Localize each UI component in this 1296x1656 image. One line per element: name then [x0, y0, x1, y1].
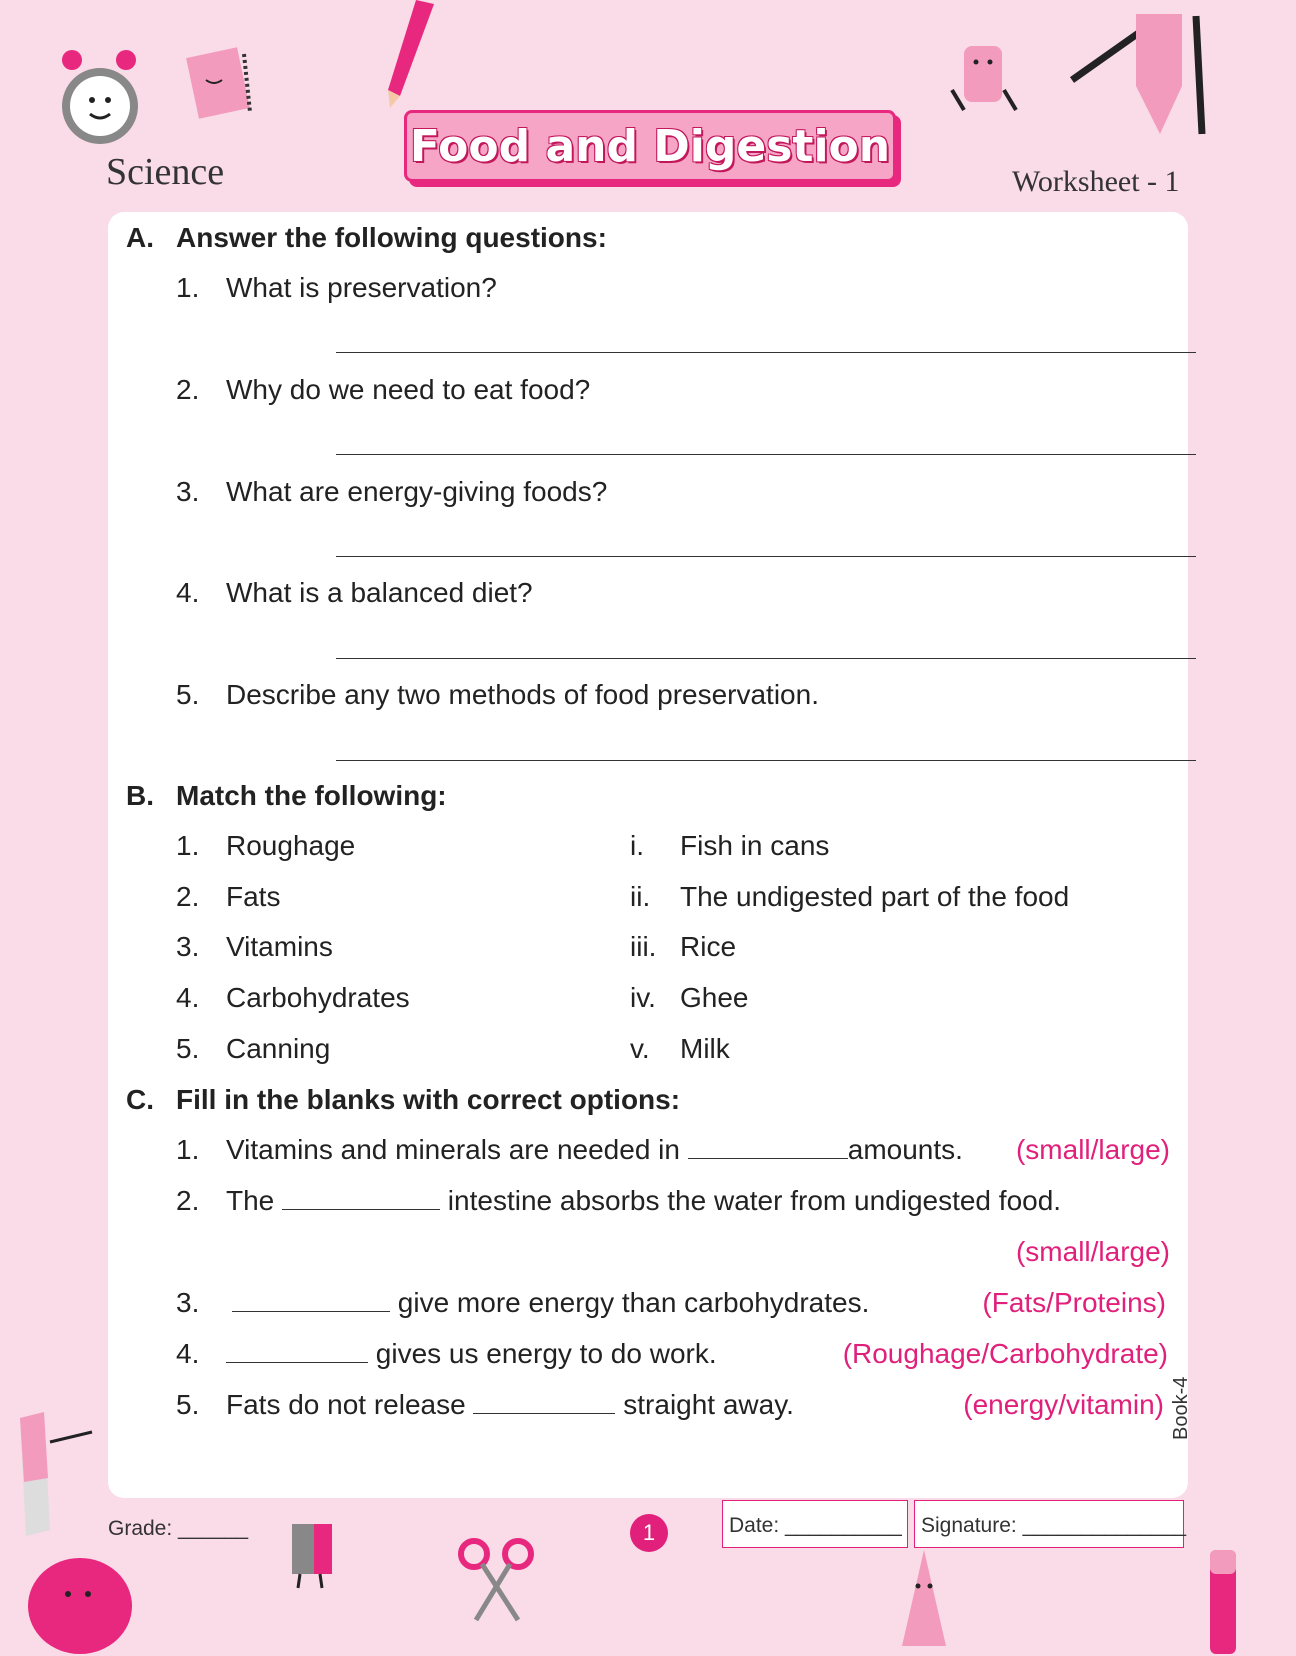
pen-character-icon — [1188, 1540, 1258, 1656]
question-text: What is preservation? — [226, 272, 497, 303]
sentence — [232, 1287, 869, 1319]
question-number: 3. — [176, 476, 200, 507]
notepad-icon — [180, 46, 260, 126]
worksheet-panel — [108, 212, 1188, 1498]
sentence-end: amounts. — [847, 1134, 963, 1165]
pencil-character-icon — [884, 1546, 964, 1656]
date-field: Date: __________ — [729, 1514, 902, 1537]
item-text: Canning — [226, 1033, 331, 1064]
sentence-end: give more energy than carbohydrates. — [390, 1287, 870, 1318]
eraser-icon — [944, 40, 1024, 120]
question-text: Describe any two methods of food preservation. — [226, 679, 819, 710]
item-number: 2. — [176, 881, 200, 912]
item-number: ii. — [630, 881, 651, 912]
options-hint: (small/large) — [1015, 1236, 1170, 1267]
section-title: Answer the following questions: — [176, 222, 607, 253]
options-hint: (small/large) — [1015, 1134, 1170, 1165]
alarm-clock-icon — [56, 46, 146, 156]
item-text: Milk — [680, 1033, 730, 1064]
item-number: i. — [630, 830, 644, 861]
page-title: Food and Digestion — [409, 120, 891, 172]
sentence-start: Vitamins and minerals are needed in — [226, 1134, 688, 1165]
options-hint: (energy/vitamin) — [963, 1389, 1164, 1420]
options-hint: (Roughage/Carbohydrate) — [842, 1338, 1168, 1369]
section-letter: B. — [126, 780, 154, 811]
ruler-icon — [10, 1408, 100, 1538]
item-number: 1. — [176, 1134, 200, 1165]
answer-blank[interactable] — [282, 1185, 440, 1210]
answer-line[interactable] — [336, 760, 1196, 761]
answer-line[interactable] — [336, 352, 1196, 353]
question-text: What is a balanced diet? — [226, 577, 533, 608]
sentence — [226, 1338, 717, 1370]
item-text: Roughage — [226, 830, 356, 861]
sentence-start: Fats do not release — [226, 1389, 474, 1420]
scissors-icon — [456, 1536, 538, 1626]
item-number: 4. — [176, 982, 200, 1013]
book-label: Book-4 — [1170, 1376, 1192, 1440]
item-text: Ghee — [680, 982, 749, 1013]
item-number: 1. — [176, 830, 200, 861]
item-number: 3. — [176, 1287, 200, 1318]
grade-field[interactable]: Grade: ______ — [108, 1517, 249, 1540]
answer-blank[interactable] — [688, 1134, 848, 1159]
answer-blank[interactable] — [473, 1389, 615, 1414]
answer-line[interactable] — [336, 658, 1196, 659]
item-text: Fats — [226, 881, 281, 912]
section-letter: A. — [126, 222, 154, 253]
item-number: v. — [630, 1033, 650, 1064]
sentence — [226, 1134, 963, 1166]
item-number: 5. — [176, 1389, 200, 1420]
title-banner — [404, 110, 896, 182]
subject-label: Science — [106, 151, 225, 193]
sharpener-icon — [284, 1520, 344, 1590]
page-number-badge: 1 — [630, 1514, 668, 1552]
answer-line[interactable] — [336, 454, 1196, 455]
item-number: 5. — [176, 1033, 200, 1064]
item-text: Vitamins — [226, 931, 333, 962]
item-number: 2. — [176, 1185, 200, 1216]
item-text: Carbohydrates — [226, 982, 410, 1013]
sentence — [226, 1185, 1061, 1217]
pencil-icon — [378, 0, 438, 110]
section-title: Match the following: — [176, 780, 447, 811]
sentence-end: straight away. — [615, 1389, 794, 1420]
section-title: Fill in the blanks with correct options: — [176, 1084, 681, 1115]
question-number: 5. — [176, 679, 200, 710]
question-text: Why do we need to eat food? — [226, 374, 591, 405]
signature-box[interactable] — [914, 1500, 1187, 1548]
sentence-end: gives us energy to do work. — [368, 1338, 717, 1369]
item-text: Fish in cans — [680, 830, 830, 861]
crayon-icon — [1066, 6, 1206, 136]
item-text: The undigested part of the food — [680, 881, 1070, 912]
question-number: 2. — [176, 374, 200, 405]
sentence — [226, 1389, 794, 1421]
item-number: iii. — [630, 931, 657, 962]
question-text: What are energy-giving foods? — [226, 476, 608, 507]
signature-field: Signature: ______________ — [921, 1514, 1187, 1537]
section-letter: C. — [126, 1084, 154, 1115]
item-number: 4. — [176, 1338, 200, 1369]
date-box[interactable] — [722, 1500, 908, 1548]
item-text: Rice — [680, 931, 737, 962]
answer-blank[interactable] — [232, 1287, 390, 1312]
item-number: iv. — [630, 982, 656, 1013]
item-number: 3. — [176, 931, 200, 962]
answer-line[interactable] — [336, 556, 1196, 557]
options-hint: (Fats/Proteins) — [982, 1287, 1166, 1318]
question-number: 1. — [176, 272, 200, 303]
sentence-start: The — [226, 1185, 283, 1216]
question-number: 4. — [176, 577, 200, 608]
answer-blank[interactable] — [226, 1338, 368, 1363]
sentence-end: intestine absorbs the water from undigested food. — [440, 1185, 1062, 1216]
worksheet-label: Worksheet - 1 — [1012, 165, 1180, 198]
